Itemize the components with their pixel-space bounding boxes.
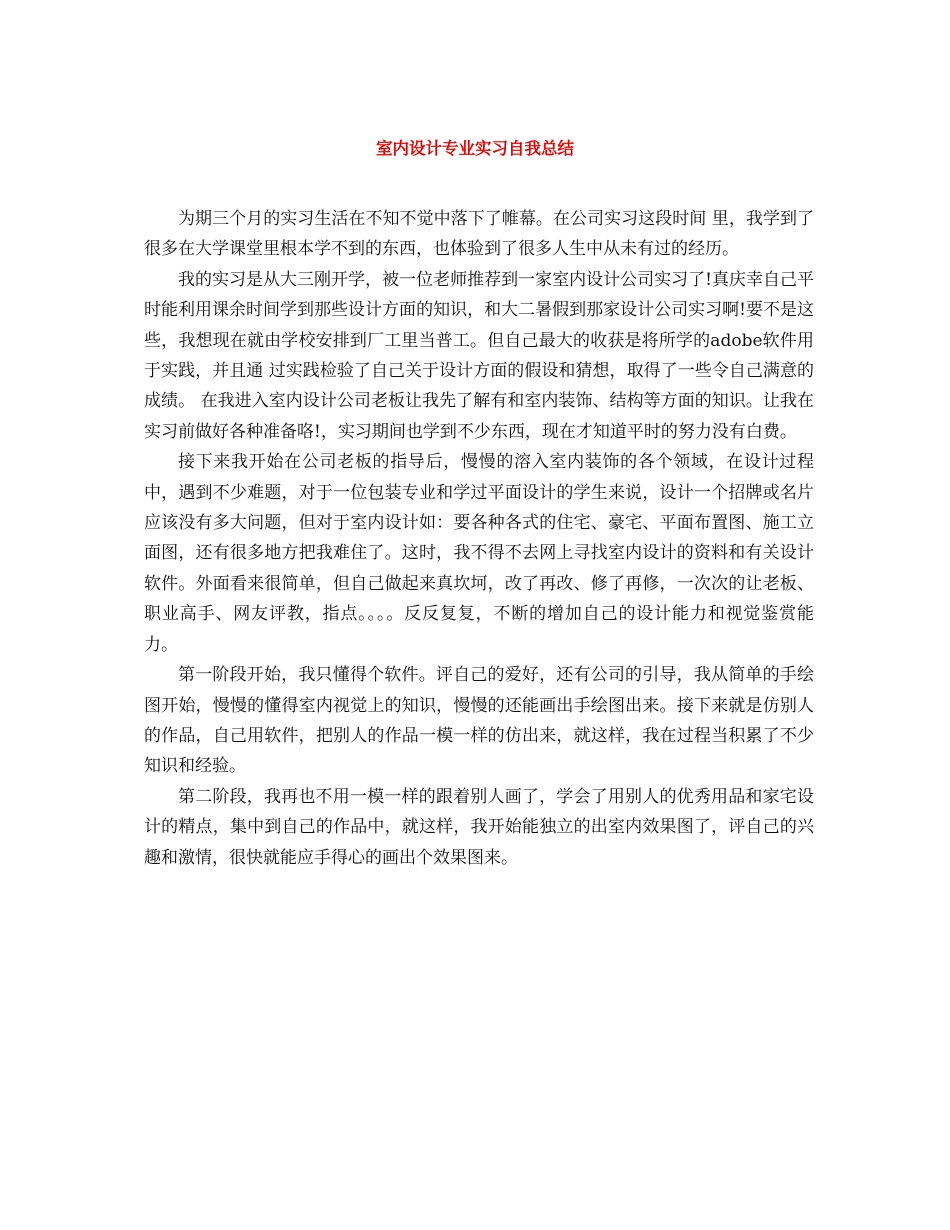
- document-title: 室内设计专业实习自我总结: [376, 139, 574, 158]
- paragraph-4: 第一阶段开始，我只懂得个软件。评自己的爱好，还有公司的引导，我从简单的手绘图开始，慢慢的懂得室内视觉上的知识，慢慢的还能画出手绘图出来。接下来就是仿别人的作品，自己用软件，把别人的作品一模一样的仿出来，就这样，我在过程当积累了不少知识和经验。: [144, 665, 814, 777]
- paragraph-3: 接下来我开始在公司老板的指导后，慢慢的溶入室内装饰的各个领域，在设计过程中，遇到不少难题，对于一位包装专业和学过平面设计的学生来说，设计一个招牌或名片应该没有多大问题，但对于室内设计如：要各种各式的住宅、豪宅、平面布置图、施工立面图，还有很多地方把我难住了。这时，我不得不去网上寻找室内设计的资料和有关设计软件。外面看来很简单，但自己做起来真坎坷，改了再改、修了再修，一次次的让老板、职业高手、网友评教，指点。。。。反反复复，不断的增加自己的设计能力和视觉鉴赏能力。: [144, 452, 814, 655]
- document-body: [144, 204, 814, 873]
- paragraph-2: 我的实习是从大三刚开学，被一位老师推荐到一家室内设计公司实习了!真庆幸自己平时能利用课余时间学到那些设计方面的知识，和大二暑假到那家设计公司实习啊!要不是这些，我想现在就由学校安排到厂工里当普工。但自己最大的收获是将所学的adobe软件用于实践，并且通 过实践检验了自己关于设计方面的假设和猜想，取得了一些令自己满意的成绩。 在我进入室内设计公司老板让我先了解有和室内装饰、结构等方面的知识。让我在实习前做好各种准备咯!，实习期间也学到不少东西，现在才知道平时的努力没有白费。: [144, 269, 814, 442]
- paragraph-1: 为期三个月的实习生活在不知不觉中落下了帷幕。在公司实习这段时间 里，我学到了很多在大学课堂里根本学不到的东西，也体验到了很多人生中从未有过的经历。: [144, 209, 814, 260]
- paragraph-5: 第二阶段，我再也不用一模一样的跟着别人画了，学会了用别人的优秀用品和家宅设计的精点，集中到自己的作品中，就这样，我开始能独立的出室内效果图了，评自己的兴趣和激情，很快就能应手得心的画出个效果图来。: [144, 786, 814, 868]
